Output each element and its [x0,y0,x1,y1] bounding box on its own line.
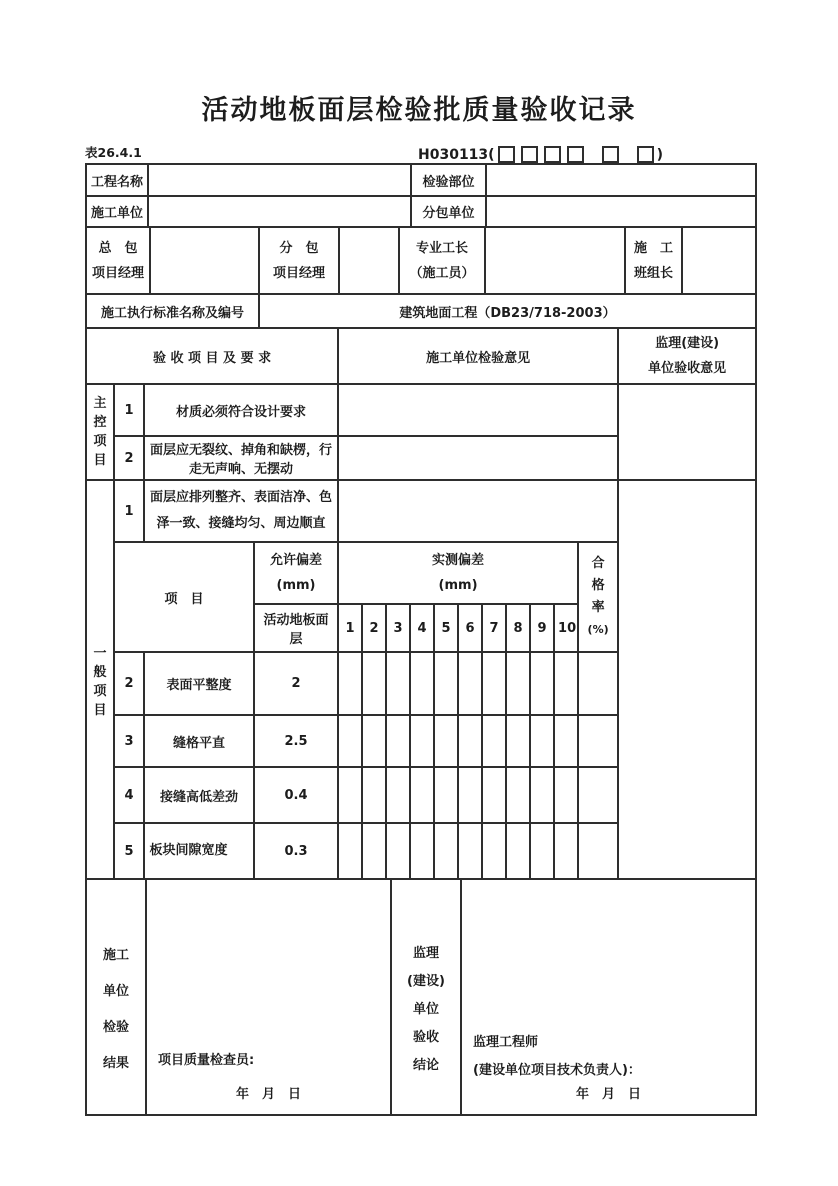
measured-value-cell[interactable] [554,652,578,715]
pass-rate-cell[interactable] [578,823,618,879]
measured-value-cell[interactable] [458,652,482,715]
measured-value-cell[interactable] [530,715,554,767]
measured-value-cell[interactable] [554,715,578,767]
measured-value-cell[interactable] [506,715,530,767]
contractor-result-vertical-label: 施工 单位 检验 结果 [86,879,146,1115]
inspector-signature-label: 项目质量检查员: [158,1053,255,1068]
floor-type-subheader: 活动地板面层 [254,604,338,652]
measured-value-cell[interactable] [434,715,458,767]
allowed-deviation-value: 2.5 [254,715,338,767]
general-item-name: 板块间隙宽度 [144,823,254,879]
measured-value-cell[interactable] [482,823,506,879]
measured-value-cell[interactable] [362,767,386,823]
measure-col-number: 10 [554,604,578,652]
measured-value-cell[interactable] [434,767,458,823]
standard-label: 施工执行标准名称及编号 [86,294,259,328]
date-placeholder: 年 月 日 [575,1087,641,1102]
acceptance-table [85,327,757,880]
contractor-opinion-cell[interactable] [338,384,618,436]
measured-value-cell[interactable] [362,652,386,715]
general-item-number: 4 [114,767,144,823]
foreman-value[interactable] [485,227,625,294]
measured-value-cell[interactable] [338,715,362,767]
project-info-table [85,163,757,228]
measured-value-cell[interactable] [362,715,386,767]
allowed-deviation-value: 0.3 [254,823,338,879]
measured-value-cell[interactable] [482,715,506,767]
measured-value-cell[interactable] [506,652,530,715]
construction-unit-label: 施工单位 [86,196,148,227]
pass-rate-header: 合 格 率 (%) [578,542,618,652]
measured-value-cell[interactable] [410,823,434,879]
pass-rate-cell[interactable] [578,767,618,823]
general-item-number: 5 [114,823,144,879]
measured-value-cell[interactable] [506,823,530,879]
measured-deviation-header: 实测偏差 (mm) [338,542,578,604]
measured-value-cell[interactable] [338,823,362,879]
allowed-deviation-header: 允许偏差 (mm) [254,542,338,604]
measured-value-cell[interactable] [410,652,434,715]
supervisor-engineer-label: 监理工程师 [473,1035,539,1050]
measure-col-number: 1 [338,604,362,652]
pass-rate-cell[interactable] [578,715,618,767]
general-item-number: 1 [114,480,144,542]
subhead-row [85,135,755,163]
master-item-number: 2 [114,436,144,480]
measure-col-number: 9 [530,604,554,652]
owner-tech-label: (建设单位项目技术负责人)： [473,1063,641,1078]
measured-value-cell[interactable] [506,767,530,823]
crew-leader-label: 施 工 班组长 [625,227,682,294]
date-placeholder: 年 月 日 [235,1087,301,1102]
general-item-name: 接缝高低差劲 [144,767,254,823]
project-name-label: 工程名称 [86,164,148,196]
master-item-text: 材质必须符合设计要求 [144,384,338,436]
standard-table [85,293,757,329]
general-pm-value[interactable] [150,227,259,294]
measured-value-cell[interactable] [434,823,458,879]
measure-col-number: 8 [506,604,530,652]
code-checkbox[interactable] [521,146,538,163]
contractor-opinion-cell[interactable] [338,436,618,480]
measure-col-number: 2 [362,604,386,652]
contractor-opinion-cell[interactable] [338,480,618,542]
measured-value-cell[interactable] [530,652,554,715]
general-item-name: 表面平整度 [144,652,254,715]
master-items-vertical-label: 主 控 项 目 [86,384,114,480]
form-code-prefix: H030113( [418,146,495,163]
construction-unit-value[interactable] [148,196,411,227]
project-name-value[interactable] [148,164,411,196]
foreman-label: 专业工长 （施工员） [399,227,485,294]
managers-table [85,226,757,295]
measured-value-cell[interactable] [338,767,362,823]
measured-value-cell[interactable] [386,652,410,715]
general-item-name: 缝格平直 [144,715,254,767]
measured-value-cell[interactable] [386,715,410,767]
measured-value-cell[interactable] [554,823,578,879]
measured-value-cell[interactable] [482,652,506,715]
code-checkbox[interactable] [602,146,619,163]
signature-table [85,878,757,1116]
form-code [418,146,663,163]
measure-col-number: 7 [482,604,506,652]
measured-value-cell[interactable] [338,652,362,715]
sub-pm-value[interactable] [339,227,399,294]
code-checkbox[interactable] [567,146,584,163]
code-checkbox[interactable] [637,146,654,163]
code-checkbox[interactable] [544,146,561,163]
standard-value: 建筑地面工程（DB23/718-2003） [259,294,756,328]
sub-pm-label: 分 包 项目经理 [259,227,339,294]
measured-value-cell[interactable] [386,767,410,823]
general-item-number: 2 [114,652,144,715]
master-item-text: 面层应无裂纹、掉角和缺楞，行走无声响、无摆动 [144,436,338,480]
supervisor-opinion-header: 监理(建设) 单位验收意见 [618,328,756,384]
measure-col-number: 3 [386,604,410,652]
measured-value-cell[interactable] [386,823,410,879]
item-column-header: 项 目 [114,542,254,652]
measured-value-cell[interactable] [362,823,386,879]
supervisor-conclusion-area[interactable] [461,879,756,1115]
contractor-result-area[interactable] [146,879,391,1115]
inspection-part-label: 检验部位 [411,164,486,196]
supervisor-opinion-master-cell[interactable] [618,384,756,480]
measured-value-cell[interactable] [458,715,482,767]
subcontractor-label: 分包单位 [411,196,486,227]
master-item-number: 1 [114,384,144,436]
contractor-opinion-header: 施工单位检验意见 [338,328,618,384]
measured-value-cell[interactable] [410,715,434,767]
measured-value-cell[interactable] [530,823,554,879]
pass-rate-cell[interactable] [578,652,618,715]
measured-value-cell[interactable] [458,823,482,879]
measure-col-number: 6 [458,604,482,652]
general-item-number: 3 [114,715,144,767]
crew-leader-value[interactable] [682,227,756,294]
measured-value-cell[interactable] [482,767,506,823]
measure-col-number: 5 [434,604,458,652]
allowed-deviation-value: 2 [254,652,338,715]
measure-col-number: 4 [410,604,434,652]
general-pm-label: 总 包 项目经理 [86,227,150,294]
page-title: 活动地板面层检验批质量验收记录 [201,95,637,126]
allowed-deviation-value: 0.4 [254,767,338,823]
form-code-suffix: ) [656,146,663,163]
supervisor-opinion-general-cell[interactable] [618,480,756,879]
general-item-text: 面层应排列整齐、表面洁净、色泽一致、接缝均匀、周边顺直 [144,480,338,542]
subcontractor-value[interactable] [486,196,756,227]
code-checkbox[interactable] [498,146,515,163]
measured-value-cell[interactable] [410,767,434,823]
acceptance-items-header: 验 收 项 目 及 要 求 [86,328,338,384]
table-number: 表26.4.1 [85,145,142,160]
measured-value-cell[interactable] [554,767,578,823]
general-items-vertical-label: 一 般 项 目 [86,480,114,879]
supervisor-conclusion-vertical-label: 监理 (建设) 单位 验收 结论 [391,879,461,1115]
measured-value-cell[interactable] [530,767,554,823]
measured-value-cell[interactable] [434,652,458,715]
measured-value-cell[interactable] [458,767,482,823]
inspection-part-value[interactable] [486,164,756,196]
